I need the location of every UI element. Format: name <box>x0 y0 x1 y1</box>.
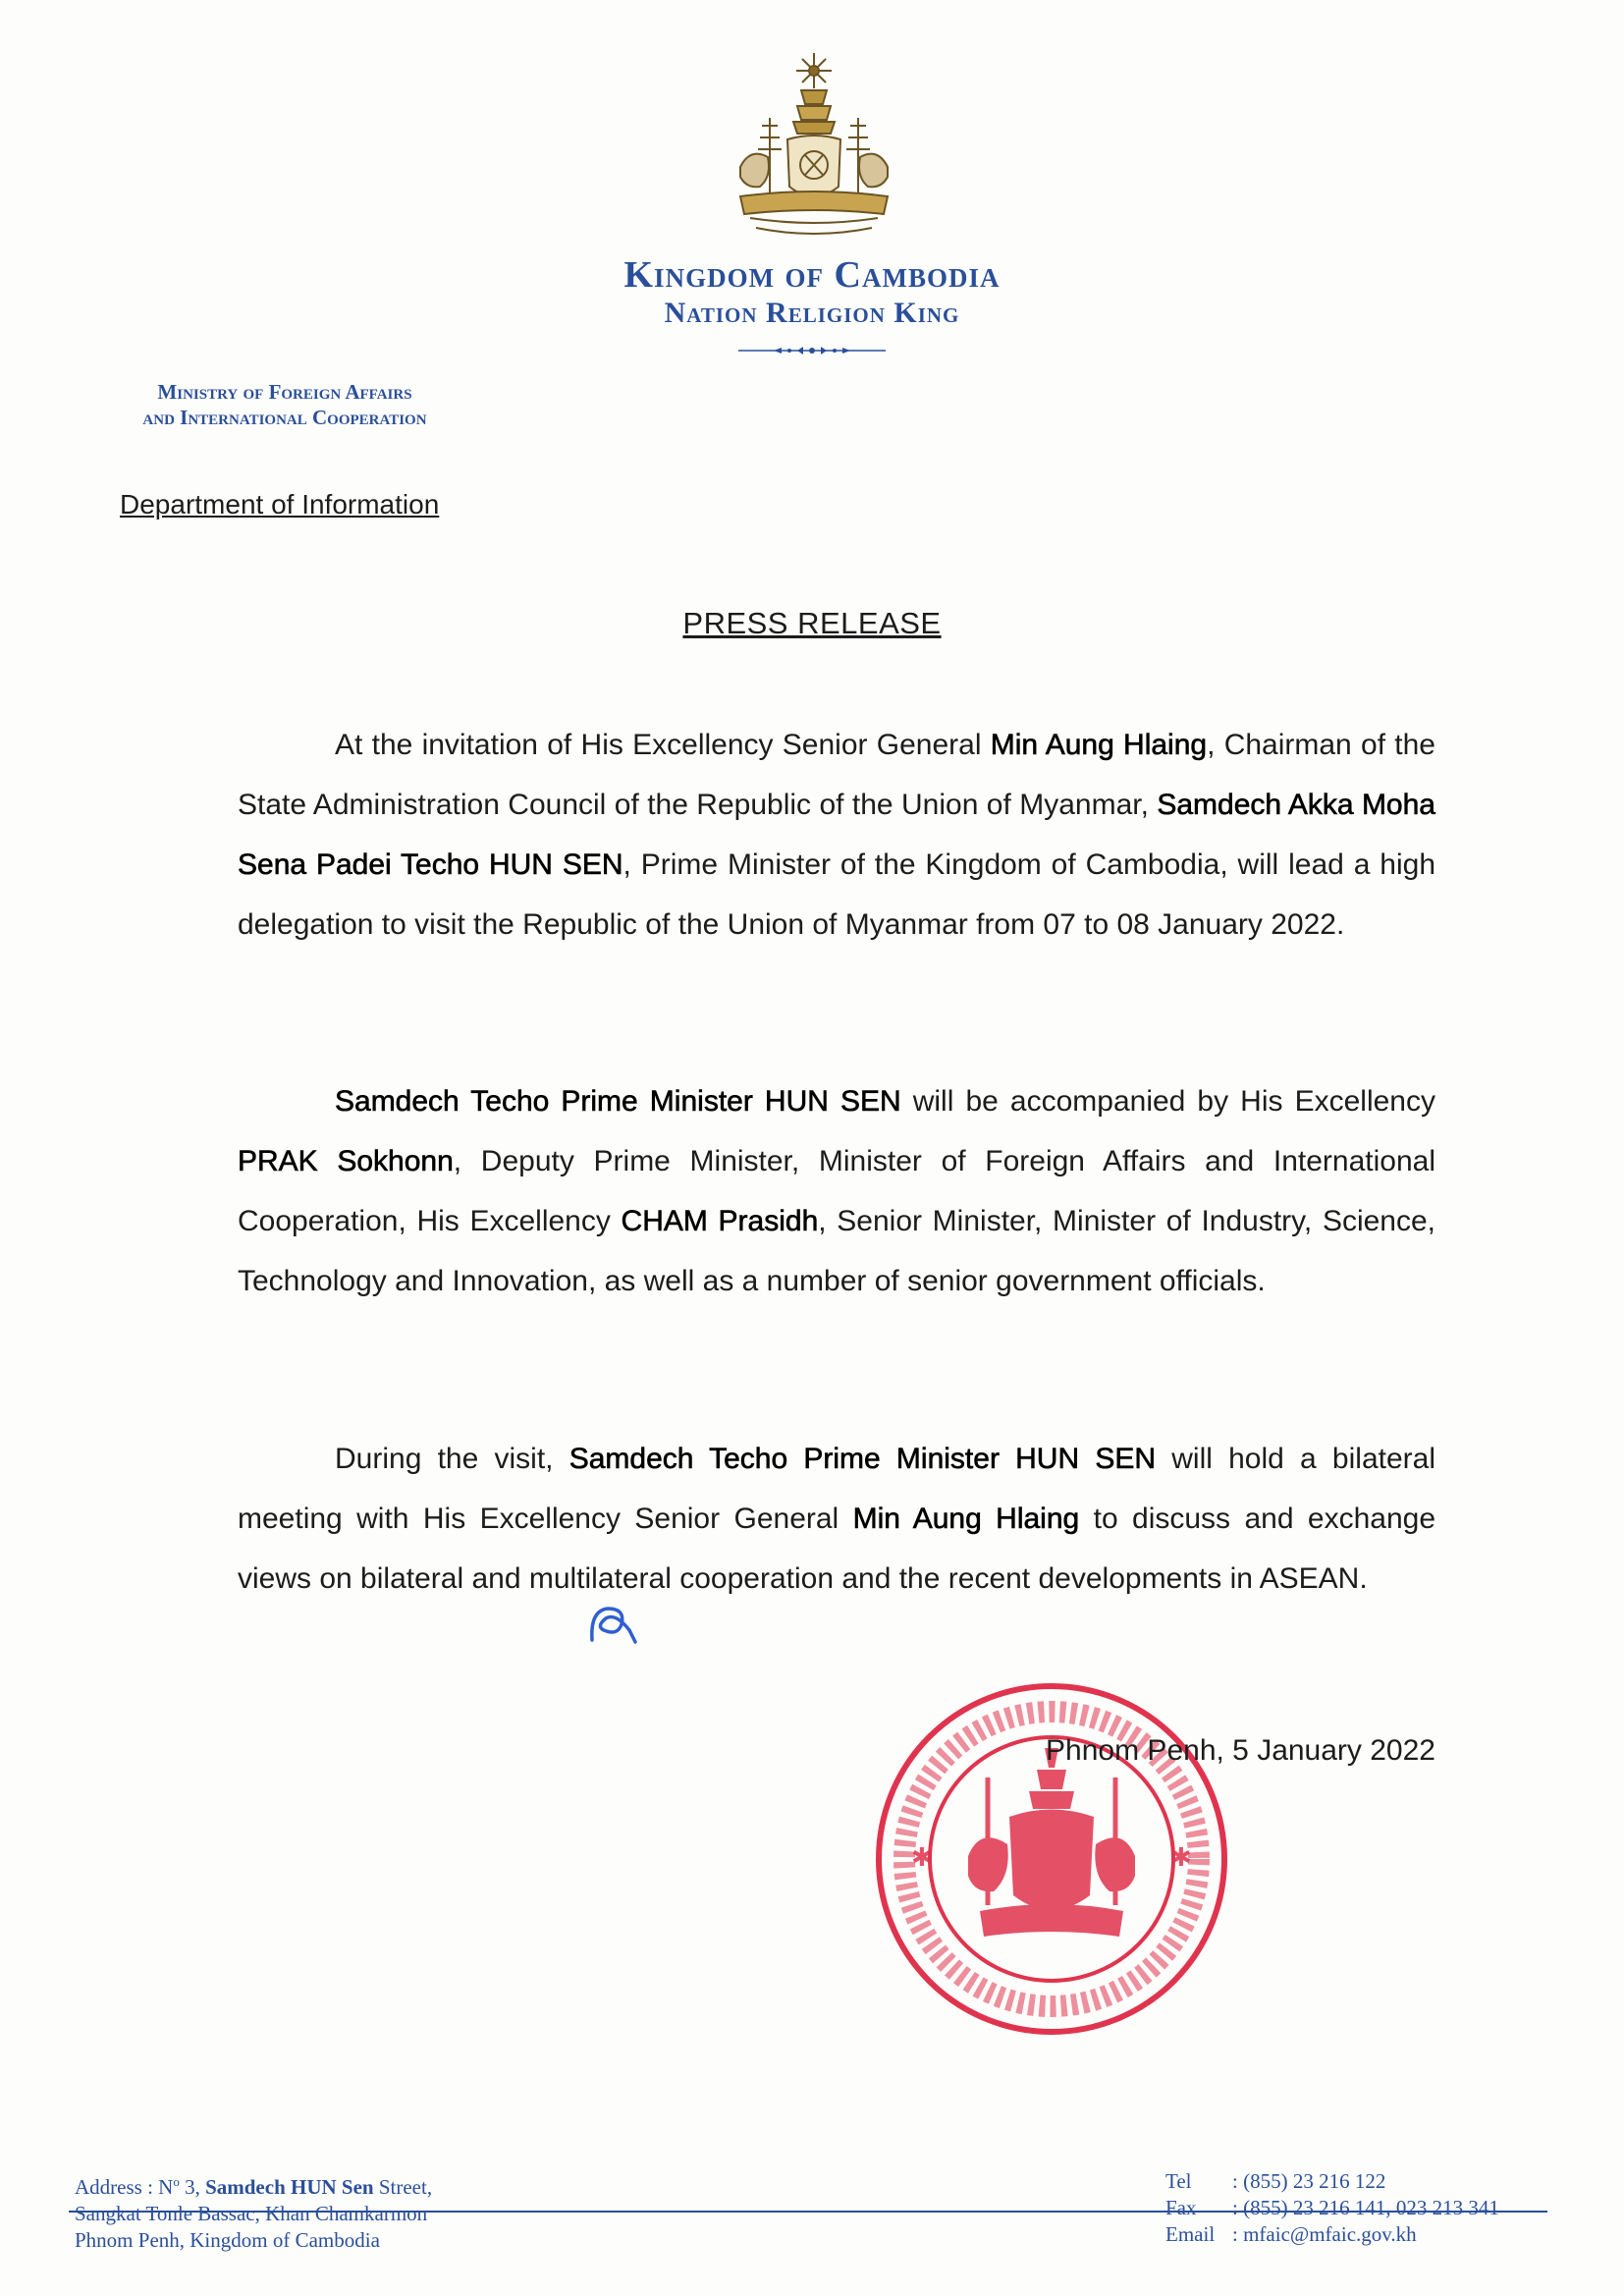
paragraph-1 <box>238 715 1435 955</box>
official-seal-icon <box>872 1679 1231 2039</box>
p3-name-2: Min Aung Hlaing <box>852 1503 1080 1535</box>
svg-text:✱: ✱ <box>911 1843 933 1873</box>
footer-contact <box>1165 2168 1499 2248</box>
footer-address <box>75 2168 432 2254</box>
date-line: Phnom Penh, 5 January 2022 <box>1046 1734 1435 1767</box>
address-label: Address : N <box>75 2175 174 2199</box>
address-number: 3, <box>179 2175 206 2199</box>
p1-text-1: At the invitation of His Excellency Senior General <box>335 729 991 761</box>
tel-value: : (855) 23 216 122 <box>1232 2169 1386 2193</box>
motto-heading: Nation Religion King <box>664 297 960 329</box>
ministry-name-line1: Ministry of Foreign Affairs <box>157 380 412 404</box>
address-street-name: Samdech HUN Sen <box>205 2175 374 2199</box>
email-value: : mfaic@mfaic.gov.kh <box>1232 2222 1417 2246</box>
p1-text-2: , Chairman of the State Administration Council of the Republic of the Union of Myanmar, <box>238 729 1435 821</box>
address-line-2: Sangkat Tonle Bassac, Khan Chamkarmon <box>75 2202 428 2225</box>
paragraph-2 <box>238 1071 1435 1311</box>
handwritten-initial-icon <box>586 1601 643 1648</box>
p2-name-1: Samdech Techo Prime Minister HUN SEN <box>335 1085 901 1118</box>
kingdom-heading: Kingdom of Cambodia <box>623 254 1001 296</box>
press-release-title: PRESS RELEASE <box>682 606 942 640</box>
address-line-1 <box>75 2168 432 2201</box>
p3-text-2: will hold a bilateral meeting with His Excellency Senior General <box>238 1443 1435 1535</box>
svg-text:✱: ✱ <box>1170 1843 1192 1873</box>
ministry-name-line2: and International Cooperation <box>142 406 427 429</box>
p3-text-1: During the visit, <box>335 1443 569 1475</box>
p1-name-2: Samdech Akka Moha Sena Padei Techo HUN SEN <box>238 789 1435 881</box>
p2-text-2: , Deputy Prime Minister, Minister of Foreign Affairs and International Cooperation, His Excellency <box>238 1145 1435 1237</box>
fax-value: : (855) 23 216 141, 023 213 341 <box>1232 2196 1499 2219</box>
email-row <box>1165 2221 1499 2248</box>
address-street-suffix: Street, <box>373 2175 433 2199</box>
ornament-divider-icon <box>738 344 886 357</box>
p1-name-1: Min Aung Hlaing <box>990 729 1208 761</box>
address-number-sup: o <box>173 2174 180 2189</box>
tel-row <box>1165 2168 1499 2195</box>
p3-text-3: to discuss and exchange views on bilateral and multilateral cooperation and the recent developments in ASEAN. <box>238 1503 1436 1595</box>
department-name: Department of Information <box>120 489 440 519</box>
address-line-3: Phnom Penh, Kingdom of Cambodia <box>75 2228 380 2252</box>
p3-name-1: Samdech Techo Prime Minister HUN SEN <box>568 1443 1157 1475</box>
tel-label: Tel <box>1165 2169 1192 2193</box>
email-label: Email <box>1165 2222 1216 2246</box>
fax-row <box>1165 2195 1499 2221</box>
p2-text-3: , Senior Minister, Minister of Industry, Science, Technology and Innovation, as well as a number of senior government officials. <box>238 1205 1436 1297</box>
p2-text-1: will be accompanied by His Excellency <box>900 1085 1435 1118</box>
coat-of-arms-icon <box>711 49 917 246</box>
paragraph-3 <box>238 1429 1435 1609</box>
p2-name-2: PRAK Sokhonn <box>238 1145 454 1177</box>
p2-name-3: CHAM Prasidh <box>621 1205 819 1237</box>
p1-text-3: , Prime Minister of the Kingdom of Cambodia, will lead a high delegation to visit the Republic of the Union of Myanmar from 07 to 08 January 2022. <box>238 848 1436 941</box>
fax-label: Fax <box>1165 2196 1197 2219</box>
